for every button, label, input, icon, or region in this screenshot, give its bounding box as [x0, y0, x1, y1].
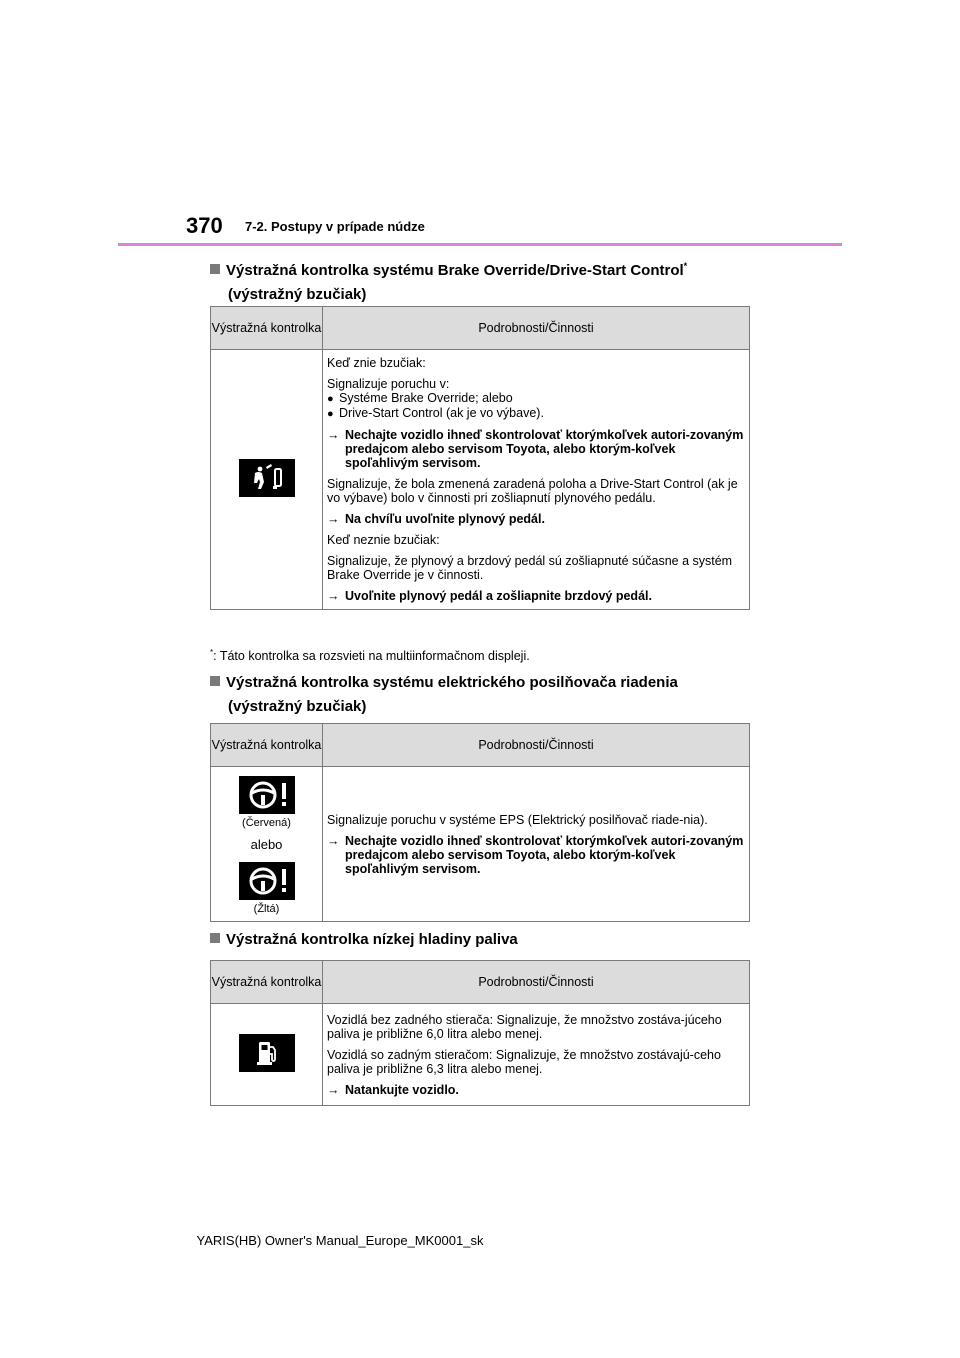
lamp-red-caption: (Červená) — [242, 816, 291, 829]
lamp-yellow-caption: (Žltá) — [253, 902, 280, 915]
fuel-pump-icon — [239, 1034, 295, 1072]
steering-wheel-warning-icon — [239, 776, 295, 814]
section-heading-brake-override: Výstražná kontrolka systému Brake Override/Drive-Start Control* (výstražný bzučiak) — [210, 254, 770, 307]
details-cell: Vozidlá bez zadného stierača: Signalizuje, že množstvo zostáva-júceho paliva je približne 6,0 litra alebo menej. Vozidlá so zadným stieračom: Signalizuje, že množstvo zostávajú-ceho paliva je približne 6,3 litra alebo menej. → Natankujte vozidlo. — [323, 1004, 750, 1106]
heading-square-icon — [210, 676, 220, 686]
lamp-cell — [211, 350, 323, 610]
footnote: *: Táto kontrolka sa rozsvieti na multiinformačnom displeji. — [210, 648, 530, 664]
details-cell: Signalizuje poruchu v systéme EPS (Elektrický posilňovač riade-nia). → Nechajte vozidlo ihneď skontrolovať ktorýmkoľvek autori-zovaným predajcom alebo servisom Toyota, alebo ktorým-koľvek spoľahlivým servisom. — [323, 767, 750, 922]
column-header-lamp: Výstražná kontrolka — [211, 307, 323, 350]
fuel-table — [210, 960, 750, 1106]
header-rule — [118, 243, 842, 246]
page-footer: YARIS(HB) Owner's Manual_Europe_MK0001_sk — [196, 1233, 484, 1248]
column-header-details: Podrobnosti/Činnosti — [323, 961, 750, 1004]
lamp-or-label: alebo — [250, 836, 283, 852]
page-number: 370 — [186, 213, 223, 238]
steering-wheel-warning-icon — [239, 862, 295, 900]
brake-override-pedal-icon — [239, 459, 295, 497]
brake-override-table — [210, 306, 750, 610]
column-header-details: Podrobnosti/Činnosti — [323, 724, 750, 767]
chapter-title: 7-2. Postupy v prípade núdze — [245, 219, 425, 234]
heading-square-icon — [210, 264, 220, 274]
eps-table — [210, 723, 750, 922]
section-heading-eps: Výstražná kontrolka systému elektrického posilňovača riadenia (výstražný bzučiak) — [210, 671, 770, 719]
details-cell: Keď znie bzučiak: Signalizuje poruchu v: ● Systéme Brake Override; alebo ● Drive-Start Control (ak je vo výbave). → Nechajte vozidlo ihneď skontrolovať ktorýmkoľvek autori-zovaným predajcom alebo servisom Toyota, alebo ktorým-koľvek spoľahlivým servisom. Signalizuje, že bola zmenená zaradená poloha a Drive-Start Control (ak je vo výbave) bolo v činnosti pri zošliapnutí plynového pedálu. → Na chvíľu uvoľnite plynový pedál. Keď neznie bzučiak: Signalizuje, že plynový a brzdový pedál sú zošliapnuté súčasne a systém Brake Override je v činnosti. → Uvoľnite plynový pedál a zošliapnite brzdový pedál. — [323, 350, 750, 610]
column-header-lamp: Výstražná kontrolka — [211, 724, 323, 767]
lamp-cell — [211, 1004, 323, 1106]
lamp-cell — [211, 767, 323, 922]
column-header-lamp: Výstražná kontrolka — [211, 961, 323, 1004]
column-header-details: Podrobnosti/Činnosti — [323, 307, 750, 350]
heading-square-icon — [210, 933, 220, 943]
section-heading-fuel: Výstražná kontrolka nízkej hladiny paliva — [210, 928, 770, 952]
